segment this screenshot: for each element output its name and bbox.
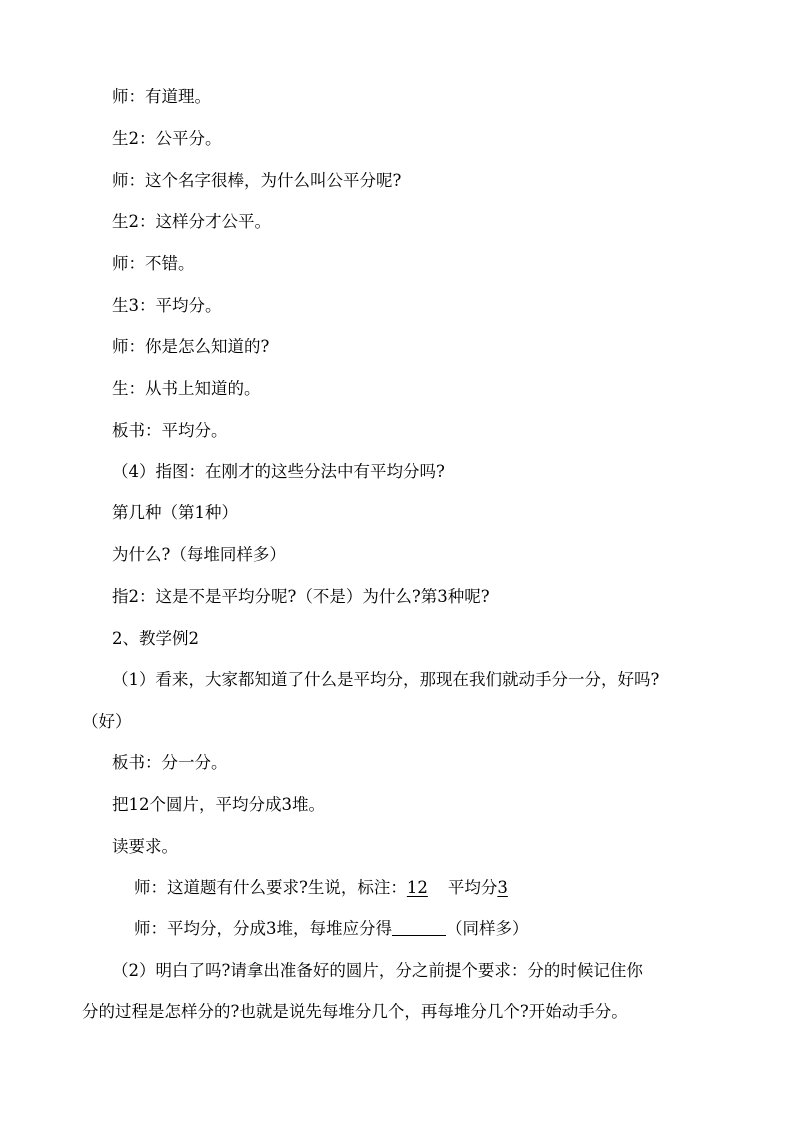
text-line: 生：从书上知道的。 — [112, 379, 261, 398]
text-line: 师：你是怎么知道的? — [112, 337, 270, 356]
text-line: 把12个圆片，平均分成3堆。 — [112, 795, 325, 814]
paragraph-line: （2）明白了吗?请拿出准备好的圆片，分之前提个要求：分的时候记住你 — [112, 961, 643, 980]
text-line: 为什么?（每堆同样多） — [112, 545, 286, 564]
annotated-prefix: 师：这道题有什么要求?生说，标注： — [134, 878, 407, 897]
annotated-mid: 平均分 — [447, 878, 498, 897]
text-line: 板书：分一分。 — [112, 753, 228, 772]
paragraph-line: 分的过程是怎样分的?也就是说先每堆分几个，再每堆分几个?开始动手分。 — [82, 1002, 628, 1021]
text-line: 指2：这是不是平均分呢?（不是）为什么?第3种呢? — [112, 587, 490, 606]
annotated-line — [134, 877, 508, 899]
fill-in-after: （同样多） — [446, 919, 529, 938]
text-line: 生2：这样分才公平。 — [112, 212, 271, 231]
fill-in-blank — [392, 919, 446, 936]
underlined-number: 12 — [406, 878, 428, 897]
section-heading: 2、教学例2 — [112, 629, 199, 648]
fill-in-line — [134, 918, 529, 940]
text-line: 板书：平均分。 — [112, 421, 228, 440]
text-line: （好） — [82, 712, 132, 731]
text-line: （4）指图：在刚才的这些分法中有平均分吗? — [112, 462, 445, 481]
text-line: 师：不错。 — [112, 254, 195, 273]
text-line: 生3：平均分。 — [112, 296, 222, 315]
text-line: 生2：公平分。 — [112, 129, 222, 148]
text-line: 师：有道理。 — [112, 87, 211, 106]
text-line: 读要求。 — [112, 837, 178, 856]
text-line: 第几种（第1种） — [112, 503, 238, 522]
underlined-number: 3 — [497, 878, 508, 897]
text-line: （1）看来，大家都知道了什么是平均分，那现在我们就动手分一分，好吗? — [112, 670, 660, 689]
text-line: 师：这个名字很棒，为什么叫公平分呢? — [112, 171, 402, 190]
fill-in-before: 师：平均分，分成3堆，每堆应分得 — [134, 919, 392, 938]
